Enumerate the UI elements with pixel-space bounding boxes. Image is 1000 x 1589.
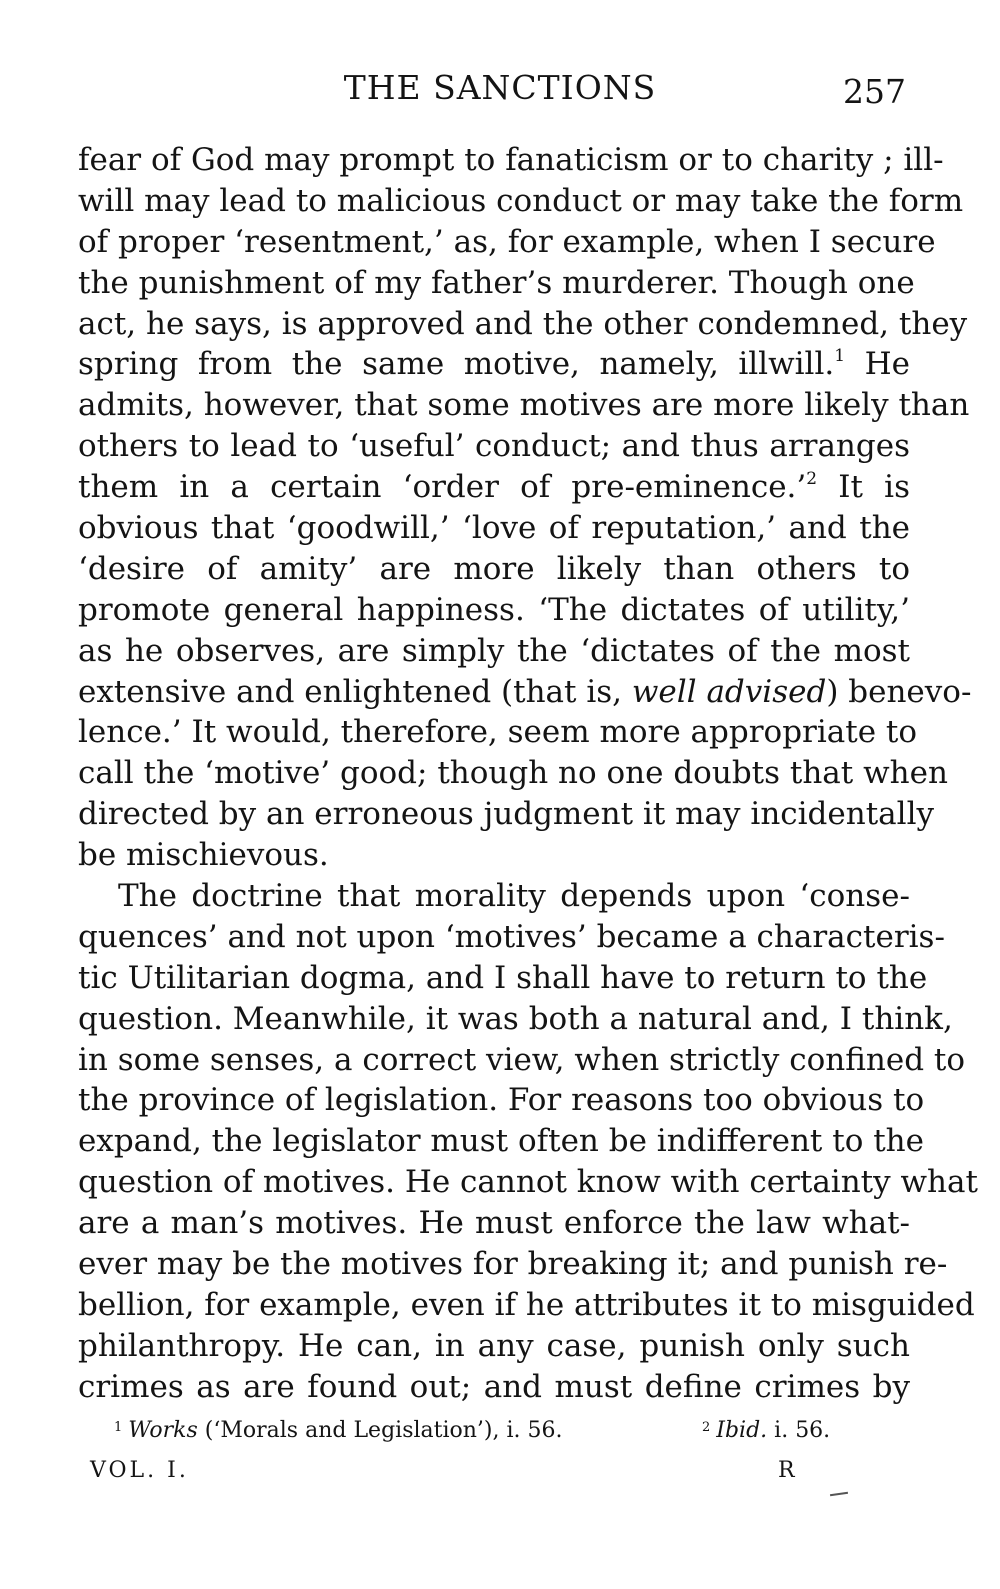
text-line: quences’ and not upon ‘motives’ became a characteris- — [78, 918, 945, 955]
footnote-ref: 2 — [806, 469, 818, 490]
footnote-italic: Works — [128, 1418, 198, 1443]
signature-letter: R — [778, 1458, 795, 1483]
text-line: crimes as are found out; and must define crimes by — [78, 1368, 910, 1405]
page-number: 257 — [843, 72, 906, 111]
text-line: others to lead to ‘useful’ conduct; and thus arranges — [78, 428, 910, 465]
footnote-text: (‘Morals and Legislation’), i. 56. — [197, 1418, 563, 1443]
text-line: in some senses, a correct view, when strictly confined to — [78, 1041, 966, 1078]
italic-span: well advised — [631, 673, 827, 710]
footnote-mark: 2 — [702, 1420, 711, 1435]
text-line: admits, however, that some motives are more likely than — [78, 387, 970, 424]
text-line — [78, 344, 910, 385]
running-title: THE SANCTIONS — [343, 68, 657, 107]
text-line: the punishment of my father’s murderer. Though one — [78, 264, 915, 301]
text-line: expand, the legislator must often be indifferent to the — [78, 1123, 924, 1160]
text-line: question. Meanwhile, it was both a natural and, I think, — [78, 1000, 953, 1037]
stray-mark — [830, 1492, 848, 1496]
text-span: ) benevo- — [826, 673, 972, 710]
footnote-mark: 1 — [114, 1420, 123, 1435]
text-line: of proper ‘resentment,’ as, for example, when I secure — [78, 223, 936, 260]
text-span: He — [864, 346, 911, 383]
running-header — [0, 68, 1000, 118]
footnote-1 — [114, 1418, 563, 1443]
text-span: spring from the same motive, namely, illwill. — [78, 346, 835, 383]
text-line: lence.’ It would, therefore, seem more appropriate to — [78, 714, 918, 751]
text-line: ever may be the motives for breaking it; and punish re- — [78, 1246, 948, 1283]
text-line: call the ‘motive’ good; though no one doubts that when — [78, 755, 948, 792]
footnote-2 — [702, 1418, 830, 1443]
text-line: philanthropy. He can, in any case, punish only such — [78, 1327, 910, 1364]
text-line — [78, 467, 910, 508]
text-line: will may lead to malicious conduct or may take the form — [78, 182, 964, 219]
volume-mark: VOL. I. — [90, 1458, 189, 1483]
text-line: ‘desire of amity’ are more likely than others to — [78, 550, 910, 587]
text-line — [78, 672, 972, 713]
footnote-ref: 1 — [834, 346, 846, 367]
text-span: It is — [838, 469, 911, 506]
text-line: act, he says, is approved and the other condemned, they — [78, 305, 968, 342]
text-line: be mischievous. — [78, 837, 329, 874]
text-line: promote general happiness. ‘The dictates of utility,’ — [78, 591, 910, 628]
text-line: fear of God may prompt to fanaticism or to charity ; ill- — [78, 142, 944, 178]
text-line: tic Utilitarian dogma, and I shall have to return to the — [78, 959, 928, 996]
text-line: question of motives. He cannot know with certainty what — [78, 1164, 978, 1201]
text-span: extensive and enlightened (that is, — [78, 673, 623, 710]
text-line: obvious that ‘goodwill,’ ‘love of reputation,’ and the — [78, 510, 910, 547]
text-line: as he observes, are simply the ‘dictates of the most — [78, 632, 910, 669]
text-line: the province of legislation. For reasons too obvious to — [78, 1082, 925, 1119]
text-line: bellion, for example, even if he attributes it to misguided — [78, 1286, 975, 1323]
text-line: directed by an erroneous judgment it may incidentally — [78, 796, 934, 833]
text-line: are a man’s motives. He must enforce the law what- — [78, 1205, 910, 1242]
footnote-italic: Ibid. — [716, 1418, 768, 1443]
body-text — [78, 140, 978, 1408]
text-span: them in a certain ‘order of pre-eminence.’ — [78, 469, 807, 506]
footnote-text: i. 56. — [767, 1418, 831, 1443]
text-line: The doctrine that morality depends upon ‘conse- — [118, 878, 910, 915]
